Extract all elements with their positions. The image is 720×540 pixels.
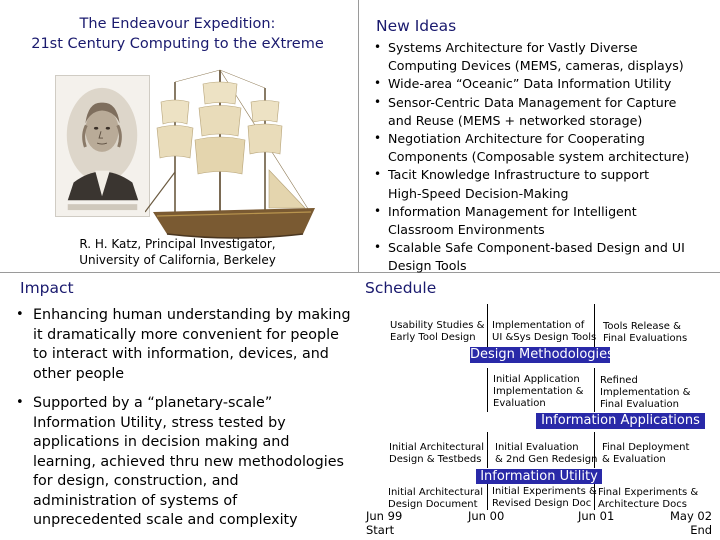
impact-item-line: learning, achieved thru new methodologies xyxy=(33,453,344,470)
schedule-task-line: Tools Release & xyxy=(603,321,681,332)
new-ideas-item-line: Computing Devices (MEMS, cameras, displays) xyxy=(388,58,684,74)
schedule-task-line: Architecture Docs xyxy=(598,499,687,510)
schedule-task-line: Initial Architectural xyxy=(389,442,485,453)
impact-item-line: for design, construction, and xyxy=(33,473,239,489)
schedule-task-line: & Evaluation xyxy=(602,454,666,465)
investigator-line-1: R. H. Katz, Principal Investigator, xyxy=(79,237,276,251)
title-line-1: The Endeavour Expedition: xyxy=(79,16,276,32)
schedule-heading: Schedule xyxy=(365,279,437,297)
timeline-end-label: End xyxy=(690,523,713,537)
schedule-task-line: Initial Architectural xyxy=(388,487,484,498)
timeline-start-date: Jun 99 xyxy=(366,509,403,523)
schedule-task-line: & 2nd Gen Redesign xyxy=(495,454,598,465)
new-ideas-item-line: • Sensor-Centric Data Management for Capture xyxy=(388,94,677,110)
new-ideas-item-line: and Reuse (MEMS + networked storage) xyxy=(388,112,643,128)
timeline-end xyxy=(670,509,712,537)
title-line-2: 21st Century Computing to the eXtreme xyxy=(31,36,324,52)
schedule-task xyxy=(598,487,698,511)
schedule-task-line: Usability Studies & xyxy=(390,320,485,331)
timeline-jun01: Jun 01 xyxy=(578,509,615,523)
impact-item-line: other people xyxy=(33,365,125,382)
schedule-task-line: Design & Testbeds xyxy=(389,454,482,465)
schedule-task-line: Implementation & xyxy=(600,387,691,398)
new-ideas-item-line: • Negotiation Architecture for Cooperating xyxy=(388,131,645,147)
schedule-task xyxy=(602,442,689,466)
schedule-task-line: Final Experiments & xyxy=(598,487,699,498)
schedule-task-line: Early Tool Design xyxy=(390,332,476,343)
milestone-line xyxy=(487,484,488,510)
schedule-task xyxy=(600,375,690,411)
timeline-jun00: Jun 00 xyxy=(468,509,505,523)
schedule-task xyxy=(493,374,583,410)
impact-item-line: Information Utility, stress tested by xyxy=(33,414,286,431)
schedule-task-line: UI &Sys Design Tools xyxy=(492,332,597,343)
schedule-bar: Information Utility xyxy=(476,469,602,484)
schedule-task-line: Initial Application xyxy=(493,374,580,385)
new-ideas-item-line: Classroom Environments xyxy=(388,222,545,238)
schedule-task-line: Final Deployment xyxy=(602,442,690,453)
schedule-task xyxy=(603,321,687,345)
impact-item-line: to interact with information, devices, and xyxy=(33,346,329,362)
timeline-start xyxy=(366,509,402,537)
schedule-task-line: Initial Evaluation xyxy=(495,442,579,453)
timeline-end-date: May 02 xyxy=(670,509,713,523)
new-ideas-item-line: • Information Management for Intelligent xyxy=(388,203,637,219)
impact-item-line: • Supported by a “planetary-scale” xyxy=(33,395,273,411)
schedule-task-line: Design Document xyxy=(388,499,478,510)
schedule-task xyxy=(389,442,484,466)
schedule-task-line: Final Evaluation xyxy=(600,399,679,410)
investigator-line-2: University of California, Berkeley xyxy=(79,253,276,267)
impact-item-line: unprecedented scale and complexity xyxy=(33,512,298,528)
schedule-task-line: Evaluation xyxy=(493,398,546,409)
timeline-start-label: Start xyxy=(366,523,395,537)
milestone-line xyxy=(594,368,595,412)
schedule-task xyxy=(492,320,596,344)
new-ideas-item-line: Design Tools xyxy=(388,258,467,274)
schedule-task xyxy=(492,486,597,510)
new-ideas-item-line: • Scalable Safe Component-based Design and UI xyxy=(388,240,685,256)
schedule-task-line: Implementation & xyxy=(493,386,584,397)
schedule-task-line: Implementation of xyxy=(492,320,585,331)
schedule-bar: Design Methodologies xyxy=(470,347,614,362)
schedule-task-line: Refined xyxy=(600,375,638,386)
schedule-task-line: Revised Design Doc xyxy=(492,498,592,509)
milestone-line xyxy=(487,304,488,350)
schedule-task xyxy=(495,442,597,466)
schedule-task-line: Final Evaluations xyxy=(603,333,688,344)
new-ideas-item-line: Components (Composable system architecture) xyxy=(388,149,690,165)
new-ideas-item-line: High-Speed Decision-Making xyxy=(388,185,569,201)
new-ideas-item-line: • Systems Architecture for Vastly Diverse xyxy=(388,40,638,55)
milestone-line xyxy=(487,432,488,468)
schedule-task-line: Initial Experiments & xyxy=(492,486,597,497)
new-ideas-item-line: • Wide-area “Oceanic” Data Information Utility xyxy=(388,76,672,92)
impact-item-line: it dramatically more convenient for people xyxy=(33,326,339,343)
schedule-task xyxy=(388,487,483,511)
schedule-task xyxy=(390,320,484,344)
milestone-line xyxy=(487,368,488,412)
new-ideas-heading: New Ideas xyxy=(376,17,457,35)
impact-item-line: administration of systems of xyxy=(33,492,238,509)
impact-item-line: • Enhancing human understanding by making xyxy=(33,307,351,323)
impact-heading: Impact xyxy=(20,279,74,297)
impact-item-line: applications in decision making and xyxy=(33,434,290,450)
schedule-bar: Information Applications xyxy=(536,413,705,429)
new-ideas-item-line: • Tacit Knowledge Infrastructure to support xyxy=(388,167,650,183)
